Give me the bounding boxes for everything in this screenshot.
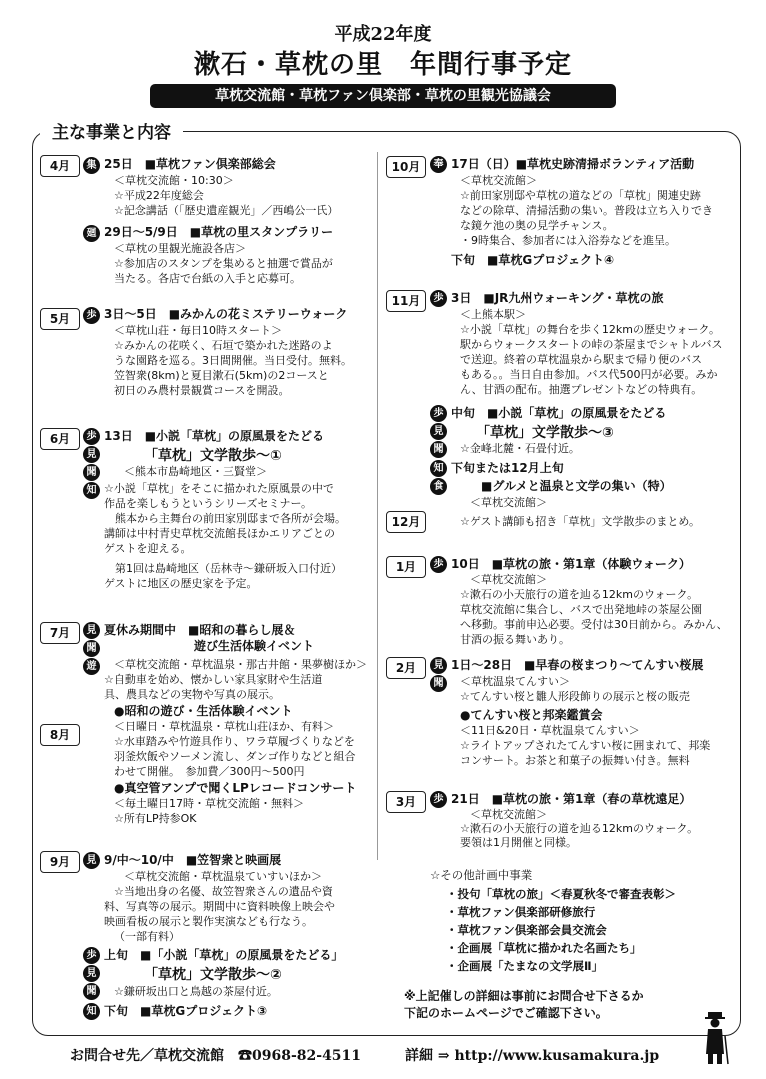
event-title: 3日～5日 ■みかんの花ミステリーウォーク — [104, 307, 348, 321]
event-line: ☆前田家別邸や草枕の道などの「草枕」関連史跡 — [460, 189, 701, 202]
event-line: ☆小説「草枕」の舞台を歩く12kmの歴史ウォーク。 — [460, 323, 721, 336]
event-line: ☆平成22年度総会 — [114, 189, 204, 202]
event-line: 具、農具などの実物や写真の展示。 — [104, 688, 280, 701]
month-label-sep: 9月 — [40, 851, 80, 873]
event-line: ・9時集合、参加者には入浴券などを進呈。 — [460, 234, 676, 247]
month-label-may: 5月 — [40, 308, 80, 330]
event-line: ☆参加店のスタンプを集めると抽選で賞品が — [114, 257, 333, 270]
organizers-banner: 草枕交流館・草枕ファン倶楽部・草枕の里観光協議会 — [150, 84, 616, 108]
event-line: ☆ゲスト講師も招き「草枕」文学散歩のまとめ。 — [460, 515, 700, 528]
list-item: ・投句「草枕の旅」＜春夏秋冬で審査表彰＞ — [446, 887, 676, 901]
walk-icon: 歩 — [430, 405, 447, 422]
event-line: 要領は1月開催と同様。 — [460, 836, 577, 849]
list-item: ・草枕ファン倶楽部会員交流会 — [446, 923, 607, 937]
event-line: 講師は中村青史草枕交流館長ほかエリアごとの — [104, 527, 335, 540]
event-line: 草枕交流館に集合し、バスで出発地峠の茶屋公園 — [460, 603, 702, 616]
event-line: ☆水車踏みや竹遊具作り、ワラ草履づくりなどを — [114, 735, 355, 748]
event-line: ☆記念講話（「歴史遺産観光」／西嶋公一氏） — [114, 204, 339, 217]
event-title: 29日～5/9日 ■草枕の里スタンプラリー — [104, 225, 334, 239]
event-line: ＜草枕交流館＞ — [470, 573, 547, 586]
event-title: 9/中～10/中 ■笠智衆と映画展 — [104, 853, 282, 867]
event-line: ＜11日&20日・草枕温泉てんすい＞ — [460, 724, 640, 737]
event-title: 下旬または12月上旬 — [451, 461, 564, 475]
event-title: 17日（日）■草枕史跡清掃ボランティア活動 — [451, 157, 695, 171]
contact-info: お問合せ先／草枕交流館 ☎0968-82-4511 — [70, 1048, 362, 1064]
walk-icon: 歩 — [83, 428, 100, 445]
event-subheading: ●真空管アンプで聞くLPレコードコンサート — [114, 781, 357, 795]
event-line: ＜上熊本駅＞ — [460, 308, 526, 321]
event-line: ＜草枕山荘・毎日10時スタート＞ — [114, 324, 282, 337]
month-label-aug: 8月 — [40, 724, 80, 746]
event-line: ＜草枕交流館＞ — [460, 174, 537, 187]
month-label-jan: 1月 — [386, 556, 426, 578]
month-label-apr: 4月 — [40, 155, 80, 177]
event-line: ☆鎌研坂出口と鳥越の茶屋付近。 — [114, 985, 278, 998]
gathering-icon: 集 — [83, 157, 100, 174]
event-title: 3日 ■JR九州ウォーキング・草枕の旅 — [451, 291, 664, 305]
event-line: で送迎。終着の草枕温泉から駅まで帰り便のバス — [460, 353, 702, 366]
event-subheading: ●昭和の遊び・生活体験イベント — [114, 704, 293, 718]
month-label-jun: 6月 — [40, 428, 80, 450]
event-title: 夏休み期間中 ■昭和の暮らし展＆ — [104, 623, 296, 637]
event-line: 熊本から主舞台の前田家別邸まで各所が会場。 — [104, 512, 346, 525]
event-title: 13日 ■小説「草枕」の原風景をたどる — [104, 429, 325, 443]
event-line: 第1回は島崎地区（岳林寺～鎌研坂入口付近） — [104, 562, 342, 575]
event-line: ☆自動車を始め、懐かしい家具家財や生活道 — [104, 673, 323, 686]
walk-icon: 歩 — [83, 307, 100, 324]
header-year: 平成22年度 — [334, 24, 432, 45]
event-line: ＜草枕交流館＞ — [470, 808, 547, 821]
event-title: 中旬 ■小説「草枕」の原風景をたどる — [451, 406, 667, 420]
volunteer-icon: 奉 — [430, 156, 447, 173]
event-line: 当たる。各店で台紙の入手と応募可。 — [114, 272, 301, 285]
event-line: ＜草枕交流館・草枕温泉ていすいほか＞ — [124, 870, 322, 883]
event-line: ＜草枕交流館・草枕温泉・那古井館・果夢樹ほか＞ — [114, 658, 367, 671]
event-line: 初日のみ農村景観賞コースを開設。 — [114, 384, 290, 397]
event-line: コンサート。お茶と和菓子の振舞い付き。無料 — [460, 754, 690, 767]
event-line: ＜草枕交流館・10:30＞ — [114, 174, 234, 187]
section-title: 主な事業と内容 — [40, 118, 183, 143]
event-title: 21日 ■草枕の旅・第1章（春の草枕遠足） — [451, 792, 692, 806]
event-title: 下旬 ■草枕Gプロジェクト③ — [104, 1004, 268, 1018]
month-label-nov: 11月 — [386, 290, 426, 312]
event-line: ＜日曜日・草枕温泉・草枕山荘ほか、有料＞ — [114, 720, 334, 733]
list-item: ・企画展「草枕に描かれた名画たち」 — [446, 941, 642, 955]
list-item: ・草枕ファン倶楽部研修旅行 — [446, 905, 596, 919]
walk-icon: 歩 — [430, 791, 447, 808]
event-line: ☆金峰北麓・石畳付近。 — [460, 442, 580, 455]
event-title: 1日～28日 ■早春の桜まつり～てんすい桜展 — [451, 658, 704, 672]
event-line: 作品を楽しもうというシリーズセミナー。 — [104, 497, 313, 510]
see-icon: 見 — [83, 852, 100, 869]
month-label-mar: 3月 — [386, 791, 426, 813]
see-icon: 見 — [83, 965, 100, 982]
tour-icon: 廻 — [83, 225, 100, 242]
event-subheading: ●てんすい桜と邦楽鑑賞会 — [460, 708, 603, 722]
event-title: 上旬 ■「小説「草枕」の原風景をたどる」 — [104, 948, 344, 962]
event-title: 25日 ■草枕ファン倶楽部総会 — [104, 157, 276, 171]
listen-icon: 聞 — [430, 441, 447, 458]
event-line: ☆漱石の小天旅行の道を辿る12kmのウォーク。 — [460, 822, 699, 835]
event-line: ☆当地出身の名優、故笠智衆さんの遺品や資 — [114, 885, 333, 898]
event-line: 羽釜炊飯やソーメン流し、ダンゴ作りなどと組合 — [114, 750, 356, 763]
event-line: もある。。当日自由参加。バス代500円が必要。みか — [460, 368, 718, 381]
see-icon: 見 — [83, 622, 100, 639]
note-line: ※上記催しの詳細は事前にお問合せ下さるか — [404, 989, 644, 1003]
event-line: などの除草、清掃活動の集い。普段は立ち入りでき — [460, 204, 713, 217]
event-line: ☆小説「草枕」をそこに描かれた原風景の中で — [104, 482, 334, 495]
walk-icon: 歩 — [430, 290, 447, 307]
event-line: ☆所有LP持参OK — [114, 812, 197, 825]
listen-icon: 聞 — [430, 675, 447, 692]
soseki-figure-icon — [700, 1010, 730, 1066]
event-title: 下旬 ■草枕Gプロジェクト④ — [451, 253, 615, 267]
event-line: 甘酒の振る舞いあり。 — [460, 633, 570, 646]
event-line: わせて開催。 参加費／300円～500円 — [114, 765, 305, 778]
play-icon: 遊 — [83, 658, 100, 675]
event-line: な鏡ケ池の奥の見学チャンス。 — [460, 219, 614, 232]
event-line: ☆ライトアップされたてんすい桜に囲まれて、邦楽 — [460, 739, 711, 752]
event-line: ゲストに地区の歴史家を予定。 — [104, 577, 258, 590]
see-icon: 見 — [430, 423, 447, 440]
event-line: ☆漱石の小天旅行の道を辿る12kmのウォーク。 — [460, 588, 699, 601]
listen-icon: 聞 — [83, 464, 100, 481]
event-line: 笠智衆(8km)と夏目漱石(5km)の2コースと — [114, 369, 329, 382]
website-link[interactable]: 詳細 ⇒ http://www.kusamakura.jp — [405, 1048, 660, 1064]
column-divider — [377, 152, 378, 860]
event-title: ■グルメと温泉と文学の集い（特） — [481, 479, 672, 493]
learn-icon: 知 — [83, 482, 100, 499]
food-icon: 食 — [430, 478, 447, 495]
event-line: ＜草枕交流館＞ — [470, 496, 547, 509]
event-line: ん、甘酒の配布。抽選プレゼントなどの特典有。 — [460, 383, 703, 396]
event-subtitle: 遊び生活体験イベント — [194, 639, 315, 653]
event-subtitle: 「草枕」文学散歩～② — [144, 967, 282, 983]
event-line: ＜熊本市島崎地区・三賢堂＞ — [124, 465, 267, 478]
walk-icon: 歩 — [430, 556, 447, 573]
event-line: ＜毎土曜日17時・草枕交流館・無料＞ — [114, 797, 304, 810]
see-icon: 見 — [430, 657, 447, 674]
event-line: ＜草枕の里観光施設各店＞ — [114, 242, 246, 255]
event-subtitle: 「草枕」文学散歩～③ — [476, 425, 614, 441]
walk-icon: 歩 — [83, 947, 100, 964]
list-item: ・企画展「たまなの文学展Ⅱ」 — [446, 959, 604, 973]
event-line: へ移動。事前申込必要。受付は30日前から。みかん、 — [460, 618, 728, 631]
event-line: ＜草枕温泉てんすい＞ — [460, 675, 570, 688]
other-projects-heading: ☆その他計画中事業 — [430, 868, 533, 882]
learn-icon: 知 — [430, 460, 447, 477]
listen-icon: 聞 — [83, 640, 100, 657]
event-line: ☆てんすい桜と雛人形段飾りの展示と桜の販売 — [460, 690, 690, 703]
note-line: 下記のホームページでご確認下さい。 — [404, 1006, 608, 1020]
event-line: ゲストを迎える。 — [104, 542, 192, 555]
event-line: 料、写真等の展示。期間中に資料映像上映会や — [104, 900, 335, 913]
event-line: 駅からウォークスタートの峠の茶屋までシャトルバス — [460, 338, 723, 351]
month-label-dec: 12月 — [386, 511, 426, 533]
see-icon: 見 — [83, 446, 100, 463]
month-label-oct: 10月 — [386, 156, 426, 178]
month-label-feb: 2月 — [386, 657, 426, 679]
event-line: ☆みかんの花咲く、石垣で築かれた迷路のよ — [114, 339, 333, 352]
month-label-jul: 7月 — [40, 622, 80, 644]
page-title: 漱石・草枕の里 年間行事予定 — [193, 50, 572, 80]
event-line: 映画看板の展示と製作実演なども行なう。 — [104, 915, 313, 928]
event-subtitle: 「草枕」文学散歩～① — [144, 448, 282, 464]
listen-icon: 聞 — [83, 983, 100, 1000]
event-title: 10日 ■草枕の旅・第1章（体験ウォーク） — [451, 557, 691, 571]
learn-icon: 知 — [83, 1003, 100, 1020]
event-line: うな園路を巡る。3日間開催。当日受付。無料。 — [114, 354, 352, 367]
event-line: （一部有料） — [114, 930, 180, 943]
